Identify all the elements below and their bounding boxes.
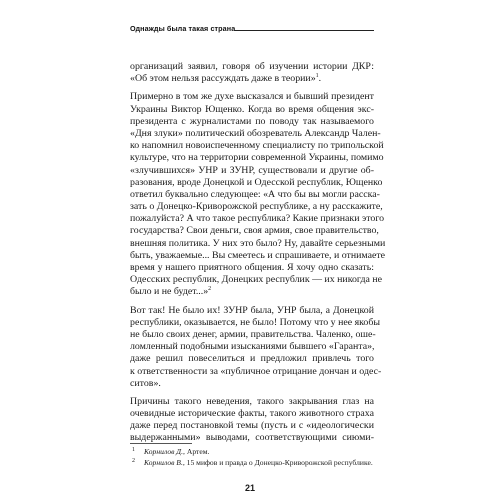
header-rule [234,30,374,31]
text-line: республики, оказывается, не было! Потому что у нее якобы [130,316,381,328]
paragraph-3 [130,304,382,390]
text-line: «злучившихся» УНР и ЗУНР, существовали и другие об- [130,164,374,176]
footnote-rule [130,443,192,444]
text-line-fragment: «Об этом нельзя рассуждать даже в теории» [130,73,316,85]
footnotes [130,447,374,468]
text-line: даже решил повеселиться и предложил привлечь того [130,353,374,365]
text-line: ответил буквально следующее: «А что бы вы могли расска- [130,188,380,200]
footnote-ref-1: 1 [315,73,319,80]
text-line: «Дня злуки» политический обозреватель Александр Чален- [130,127,381,139]
footnote-author: Корнилов Д. [144,447,184,456]
paragraph-4 [130,396,374,445]
text-line: ко напомнил новоиспеченному специалисту по трипольской [130,140,384,152]
text-line: Примерно в том же духе высказался и бывший президент [130,91,374,103]
page-number: 21 [244,483,255,493]
footnote-ref-2: 2 [208,286,212,293]
text-line: даже перед постановкой темы (пусть и с «идеологически [130,420,374,432]
text-line-fragment: . [318,73,322,85]
text-line [130,73,374,85]
footnote [130,458,374,468]
footnote [130,447,374,457]
text-line: пожалуйста? А что такое республика? Какие признаки этого [130,213,385,225]
footnote-number: 2 [132,457,135,464]
text-line: выдержанными» выводами, соответствующими сиюми- [130,432,374,444]
running-header [130,25,374,35]
text-line: очевидные исторические факты, такого животного страха [130,408,374,420]
text-line-fragment: было и не будет...» [130,286,209,298]
footnote-author: Корнилов В. [144,457,183,467]
page-body [130,61,386,445]
text-line: не было своих денег, армии, правительства. Чаленко, оше- [130,328,376,340]
text-line: зать о Донецко-Криворожской республике, а ну расскажите, [130,201,383,213]
paragraph-1 [130,61,374,85]
footnote-text: , 15 мифов и правда о Донецко-Криворожской республике. [182,457,373,467]
footnote-text: , Артем. [183,447,210,456]
text-line: к ответственности за «публичное отрицание дончан и одес- [130,365,382,377]
text-line [130,286,374,298]
text-line: быть, уважаемые... Вы смеетесь и спрашиваете, и отнимаете [130,249,386,261]
text-line: культуре, что на территории современной Украины, помимо [130,152,384,164]
text-line: Причины такого неведения, такого закрывания глаз на [130,395,374,407]
text-line: государства? Свои деньги, своя армия, свое правительство, [130,225,379,237]
text-line: ломленный подобными изысканиями бывшего «Гаранта», [130,341,375,353]
text-line: президента с журналистами по поводу так называемого [130,115,374,127]
text-line: Украины Виктор Ющенко. Когда во время общения экс- [130,103,374,115]
text-line: организаций заявил, говоря об изучении истории ДКР: [130,61,374,72]
text-line: Вот так! Не было их! ЗУНР была, УНР была, а Донецкой [130,304,374,316]
paragraph-2 [130,91,386,298]
text-line: внешняя политика. У них это было? Ну, давайте серьезными [130,237,386,249]
footnote-number: 1 [132,447,135,453]
text-line: ситов». [130,377,161,389]
text-line: Одесских республик, Донецких республик — их никогда не [130,274,383,286]
running-title: Однажды была такая страна [130,24,236,33]
text-line: время у нашего приятного общения. Я хочу одно сказать: [130,262,374,273]
text-line: разования, вроде Донецкой и Одесской республик, Ющенко [130,176,383,188]
